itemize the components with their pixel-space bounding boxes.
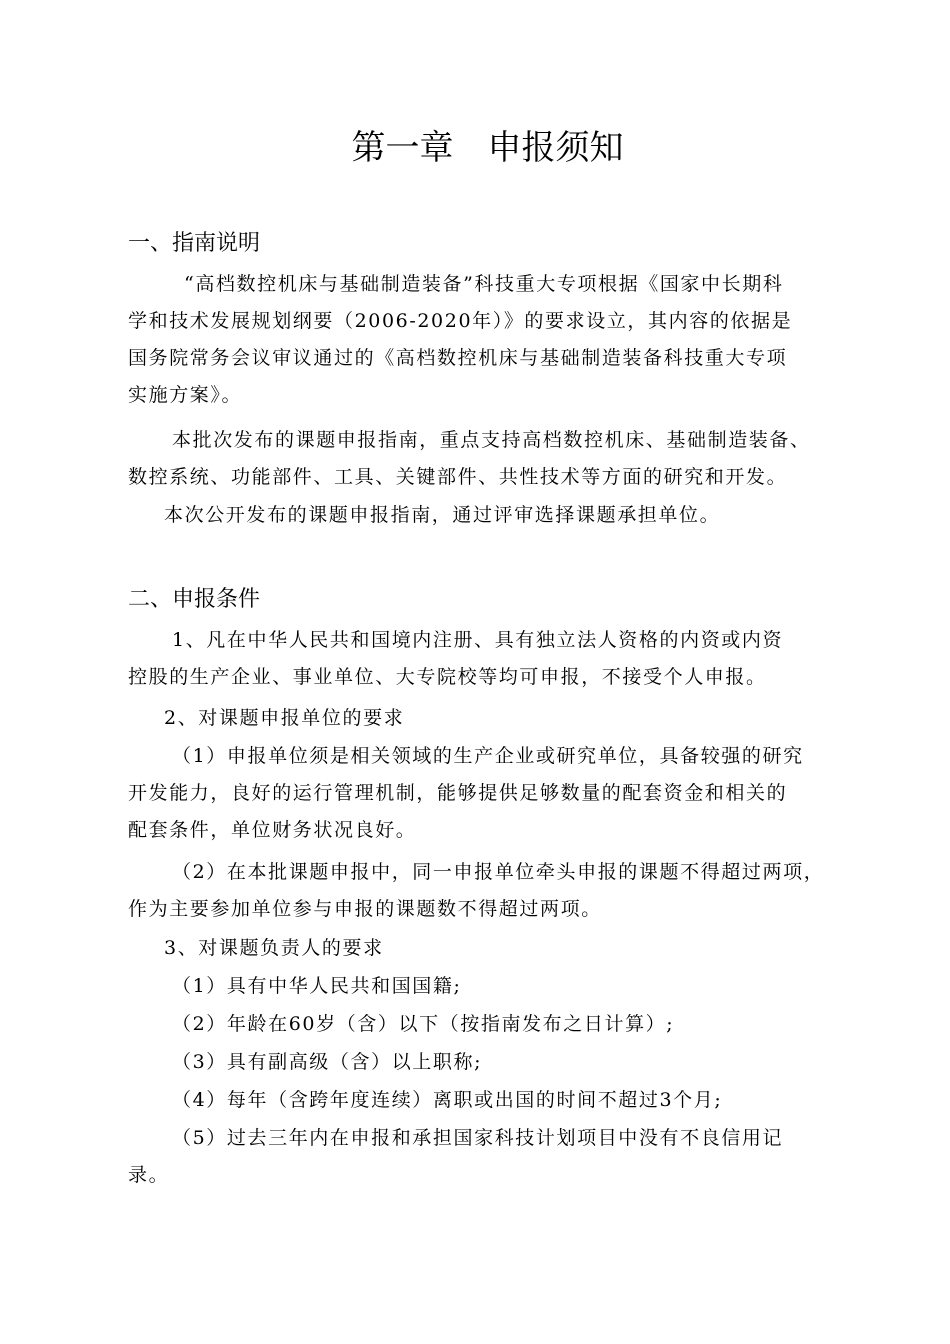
text-line: 配套条件，单位财务状况良好。: [128, 819, 417, 841]
section-heading-guide: 一、指南说明: [128, 231, 261, 256]
condition-item-1: [128, 622, 868, 696]
guide-paragraph-2: [128, 422, 868, 496]
section-heading-conditions: 二、申报条件: [128, 587, 261, 612]
condition-item-3-sub-3: [128, 1044, 868, 1081]
condition-item-3-sub-2: [128, 1006, 868, 1043]
text-line: （4）每年（含跨年度连续）离职或出国的时间不超过3个月;: [172, 1089, 723, 1111]
text-line: 录。: [128, 1164, 170, 1186]
condition-item-3-title: [128, 930, 868, 967]
text-line: 3、对课题负责人的要求: [164, 937, 384, 959]
condition-item-2-title: [128, 700, 868, 737]
chapter-title: 第一章 申报须知: [351, 128, 624, 168]
text-line: 作为主要参加单位参与申报的课题数不得超过两项。: [128, 898, 602, 920]
text-line: 本批次发布的课题申报指南，重点支持高档数控机床、基础制造装备、: [172, 429, 811, 451]
condition-item-3-sub-1: [128, 968, 868, 1005]
text-line: （1）具有中华人民共和国国籍;: [172, 975, 462, 997]
condition-item-3-sub-5: [128, 1120, 868, 1194]
text-line: “高档数控机床与基础制造装备”科技重大专项根据《国家中长期科: [184, 273, 784, 295]
text-line: （5）过去三年内在申报和承担国家科技计划项目中没有不良信用记: [172, 1127, 784, 1149]
text-line: 1、凡在中华人民共和国境内注册、具有独立法人资格的内资或内资: [172, 629, 784, 651]
condition-item-2-sub-1: [128, 738, 868, 849]
text-line: （1）申报单位须是相关领域的生产企业或研究单位，具备较强的研究: [172, 745, 804, 767]
text-line: 数控系统、功能部件、工具、关键部件、共性技术等方面的研究和开发。: [128, 466, 788, 488]
text-line: 学和技术发展规划纲要（2006-2020年）》的要求设立，其内容的依据是: [128, 310, 793, 332]
condition-item-2-sub-2: [128, 854, 868, 928]
text-line: 开发能力，良好的运行管理机制，能够提供足够数量的配套资金和相关的: [128, 782, 788, 804]
text-line: （3）具有副高级（含）以上职称;: [172, 1051, 483, 1073]
text-line: 实施方案》。: [128, 384, 243, 406]
condition-item-3-sub-4: [128, 1082, 868, 1119]
text-line: 国务院常务会议审议通过的《高档数控机床与基础制造装备科技重大专项: [128, 347, 788, 369]
text-line: 2、对课题申报单位的要求: [164, 707, 405, 729]
text-line: （2）在本批课题申报中，同一申报单位牵头申报的课题不得超过两项，: [172, 861, 825, 883]
guide-paragraph-1: [128, 266, 868, 414]
text-line: 控股的生产企业、事业单位、大专院校等均可申报，不接受个人申报。: [128, 666, 767, 688]
guide-paragraph-3: [128, 497, 868, 534]
text-line: （2）年龄在60岁（含）以下（按指南发布之日计算）;: [172, 1013, 675, 1035]
text-line: 本次公开发布的课题申报指南，通过评审选择课题承担单位。: [164, 504, 721, 526]
